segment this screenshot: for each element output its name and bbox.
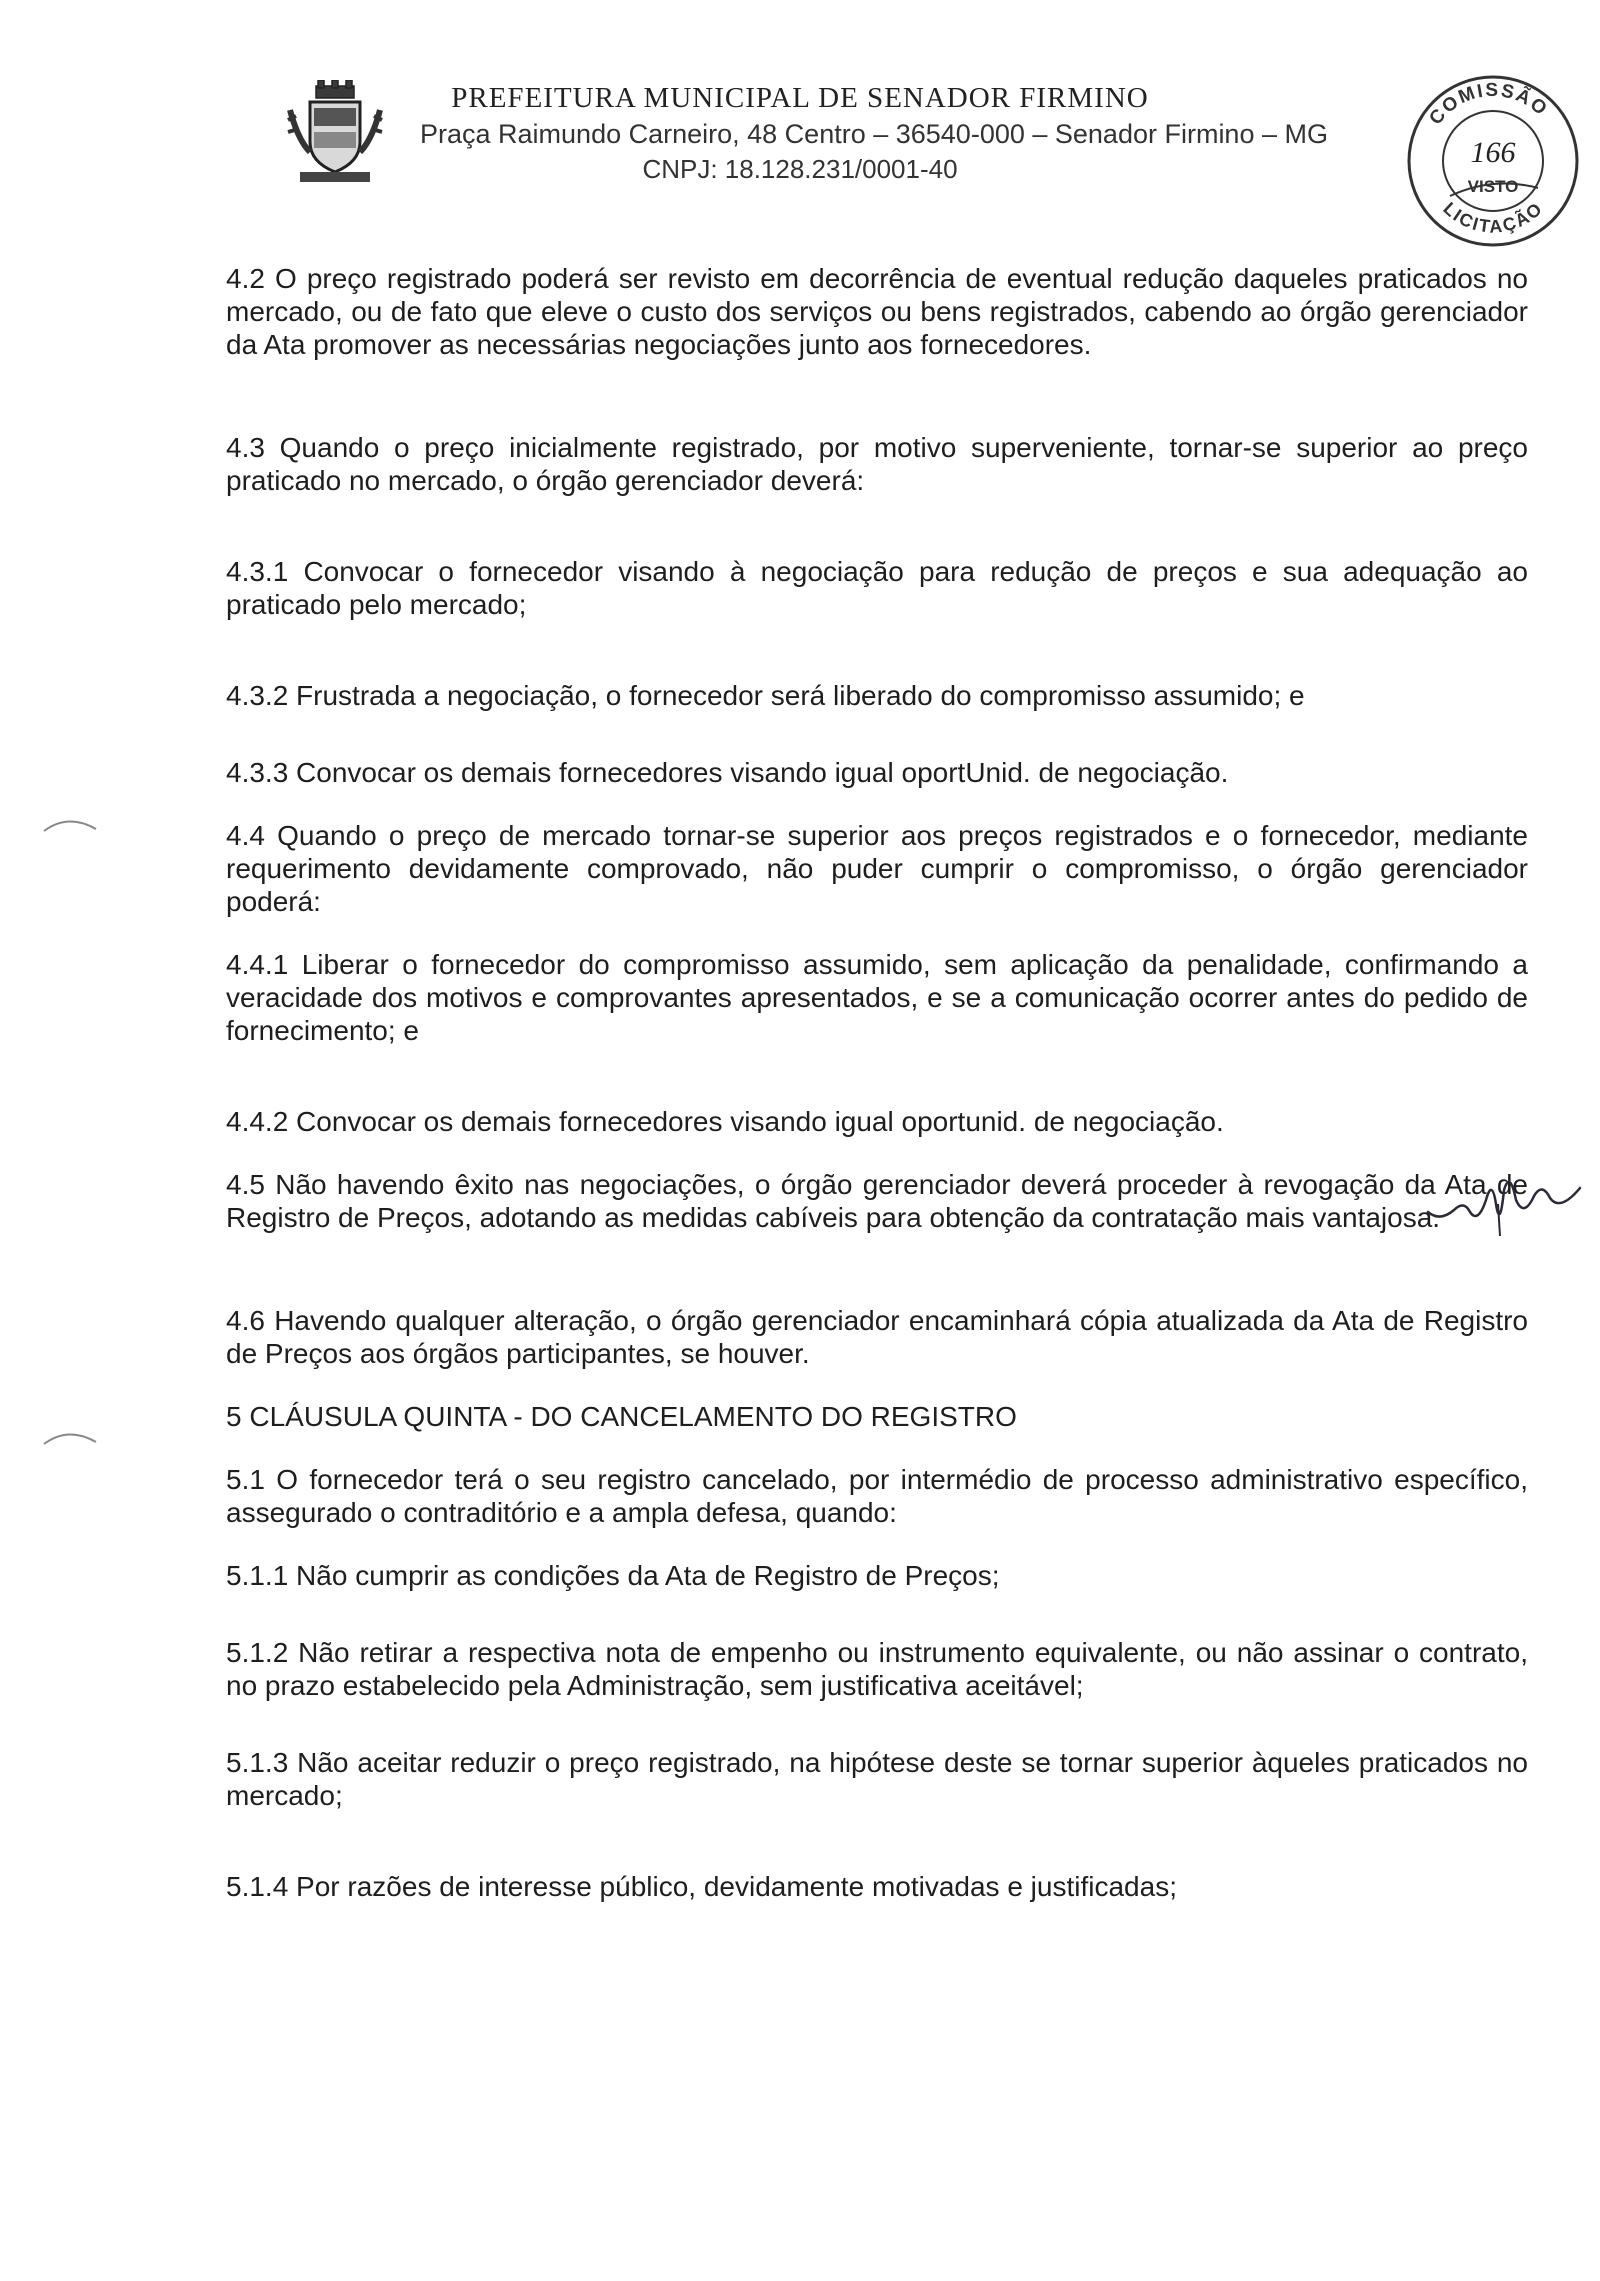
letterhead: [0, 0, 1600, 240]
clause-4-6: 4.6 Havendo qualquer alteração, o órgão gerenciador encaminhará cópia atualizada da Ata de Registro de Preços aos órgãos participantes, se houver.: [226, 1305, 1528, 1369]
clause-4-4-2: 4.4.2 Convocar os demais fornecedores visando igual oportunid. de negociação.: [226, 1106, 1224, 1137]
commission-stamp: [1398, 66, 1588, 256]
clause-4-5: 4.5 Não havendo êxito nas negociações, o órgão gerenciador deverá proceder à revogação da Ata de Registro de Preços, adotando as medidas cabíveis para obtenção da contratação mais vantajosa.: [226, 1169, 1528, 1233]
clause-4-3-2: 4.3.2 Frustrada a negociação, o fornecedor será liberado do compromisso assumido; e: [226, 680, 1305, 711]
clause-5-1: 5.1 O fornecedor terá o seu registro cancelado, por intermédio de processo administrativo específico, assegurado o contraditório e a ampla defesa, quando:: [226, 1464, 1528, 1528]
clause-4-3-3: 4.3.3 Convocar os demais fornecedores visando igual oportUnid. de negociação.: [226, 757, 1229, 788]
clause-5-1-3: 5.1.3 Não aceitar reduzir o preço registrado, na hipótese deste se tornar superior àqueles praticados no mercado;: [226, 1747, 1528, 1811]
letterhead-text: [420, 82, 1328, 185]
section-heading-5: 5 CLÁUSULA QUINTA - DO CANCELAMENTO DO REGISTRO: [226, 1401, 1017, 1432]
coat-of-arms-icon: [280, 80, 390, 190]
margin-mark: [40, 815, 100, 835]
stamp-number: 166: [1470, 136, 1516, 169]
clause-5-1-2: 5.1.2 Não retirar a respectiva nota de empenho ou instrumento equivalente, ou não assinar o contrato, no prazo estabelecido pela Administração, sem justificativa aceitável;: [226, 1637, 1528, 1701]
clause-4-3: 4.3 Quando o preço inicialmente registrado, por motivo superveniente, tornar-se superior ao preço praticado no mercado, o órgão gerenciador deverá:: [226, 432, 1528, 496]
clause-5-1-4: 5.1.4 Por razões de interesse público, devidamente motivadas e justificadas;: [226, 1871, 1177, 1902]
clause-4-4: 4.4 Quando o preço de mercado tornar-se superior aos preços registrados e o fornecedor, mediante requerimento devidamente comprovado, não puder cumprir o compromisso, o órgão gerenciador poderá:: [226, 820, 1528, 917]
clause-4-2: 4.2 O preço registrado poderá ser revisto em decorrência de eventual redução daqueles praticados no mercado, ou de fato que eleve o custo dos serviços ou bens registrados, cabendo ao órgão gerenciador da Ata promover as necessárias negociações junto aos fornecedores.: [226, 263, 1528, 360]
document-body: [226, 262, 1528, 1903]
clause-4-4-1: 4.4.1 Liberar o fornecedor do compromisso assumido, sem aplicação da penalidade, confirmando a veracidade dos motivos e comprovantes apresentados, e se a comunicação ocorrer antes do pedido de fornecimento; e: [226, 949, 1528, 1046]
margin-mark: [40, 1428, 100, 1448]
organization-name: PREFEITURA MUNICIPAL DE SENADOR FIRMINO: [451, 82, 1149, 114]
organization-cnpj: CNPJ: 18.128.231/0001-40: [642, 154, 958, 184]
clause-4-3-1: 4.3.1 Convocar o fornecedor visando à negociação para redução de preços e sua adequação ao praticado pelo mercado;: [226, 556, 1528, 620]
handwritten-initials: [1420, 1160, 1590, 1240]
svg-text:LICITAÇÃO: [1439, 198, 1547, 237]
clause-5-1-1: 5.1.1 Não cumprir as condições da Ata de Registro de Preços;: [226, 1560, 1000, 1591]
stamp-top-text: COMISSÃO: [1425, 79, 1552, 130]
stamp-visto: VISTO: [1467, 177, 1519, 196]
organization-address: Praça Raimundo Carneiro, 48 Centro – 36540-000 – Senador Firmino – MG: [420, 119, 1328, 149]
stamp-bottom-text: LICITAÇÃO: [1439, 197, 1548, 237]
